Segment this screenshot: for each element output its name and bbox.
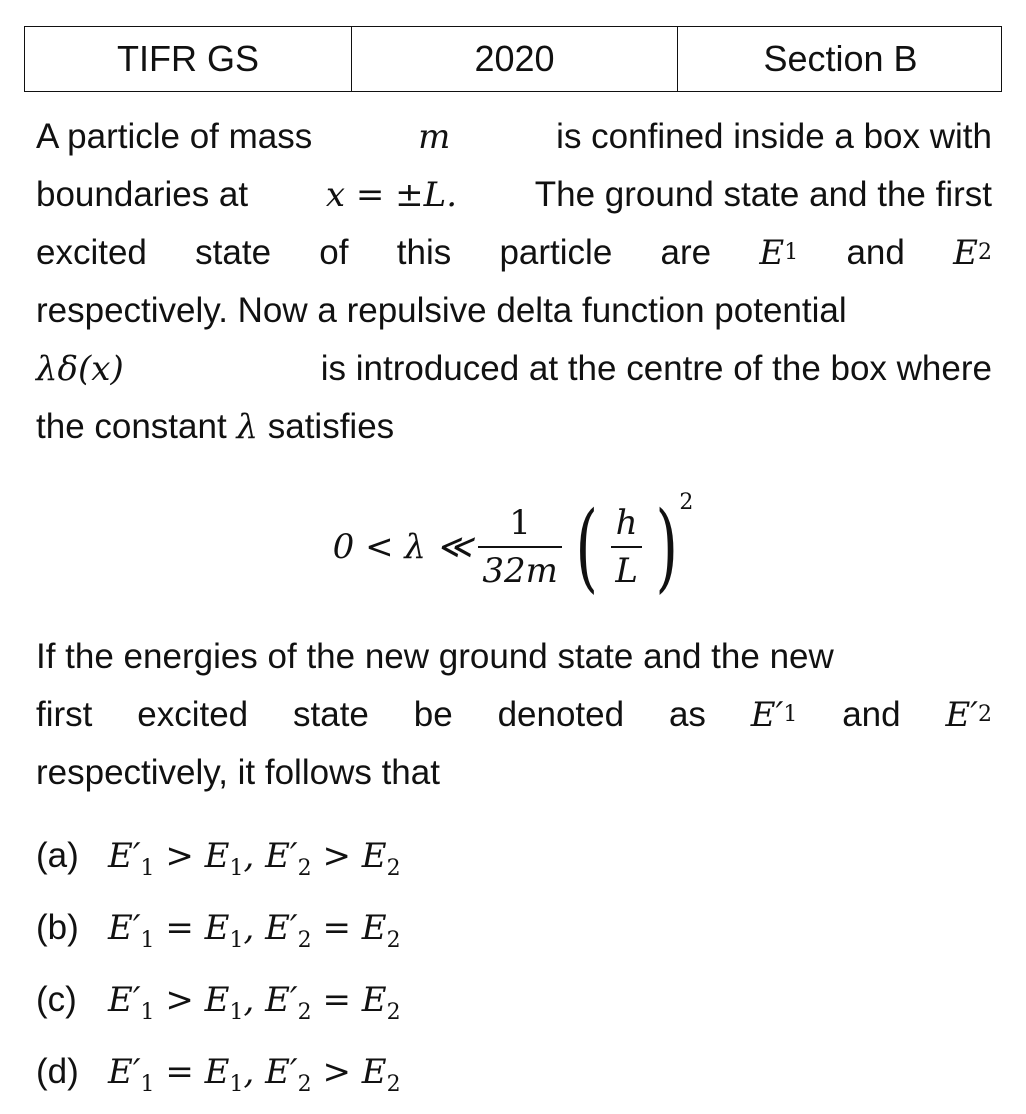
q-l3-w2: state	[195, 233, 272, 272]
option-d[interactable]	[36, 1036, 992, 1108]
q-l1-text: A particle of mass	[36, 117, 313, 156]
question-line-5	[36, 340, 992, 398]
q-energy-e2: E 2	[953, 233, 992, 273]
q-l2-tail: The ground state and the first	[534, 175, 992, 214]
question-text-2	[36, 628, 992, 802]
q-boundary-math: x = ±L.	[325, 175, 458, 215]
q-l1-tail: is confined inside a box with	[556, 117, 992, 156]
option-a[interactable]	[36, 820, 992, 892]
option-label: (d)	[36, 1052, 79, 1091]
option-expression: $E'_1 > E_1$, $E'_2 = E_2$	[108, 980, 401, 1025]
answer-options	[36, 820, 992, 1108]
q2-l1-text: If the energies of the new ground state and the new	[36, 637, 834, 676]
exam-year: 2020	[351, 27, 677, 91]
q2-energy-e1-prime: E′ 1	[750, 695, 798, 735]
question-line-1	[36, 108, 992, 166]
inner-denominator: L	[615, 551, 638, 591]
q-l3-w1: excited	[36, 233, 147, 272]
question-line-6	[36, 398, 992, 456]
option-label: (a)	[36, 836, 79, 875]
q-delta-potential: λδ(x)	[36, 349, 124, 389]
equation-lhs: 0 < λ ≪	[332, 527, 473, 567]
option-c[interactable]	[36, 964, 992, 1036]
q-l3-and: and	[846, 233, 905, 272]
option-b[interactable]	[36, 892, 992, 964]
right-paren: )	[655, 491, 678, 603]
q-l3-w5: particle	[499, 233, 613, 272]
q2-l2-w3: state	[293, 695, 369, 734]
condition-equation	[0, 472, 1026, 622]
question-line-4	[36, 282, 992, 340]
q-l5-tail: is introduced at the centre of the box where	[320, 349, 992, 388]
header-table	[24, 26, 1002, 92]
equation-exponent: 2	[679, 490, 694, 515]
question-line-3	[36, 224, 992, 282]
q-l3-w4: this	[396, 233, 452, 272]
option-expression: $E'_1 = E_1$, $E'_2 > E_2$	[108, 1052, 401, 1097]
q-l6-text: the constant	[36, 407, 227, 446]
q-l3-w3: of	[319, 233, 349, 272]
inner-numerator: h	[615, 503, 638, 543]
left-paren: (	[575, 491, 598, 603]
option-label: (c)	[36, 980, 77, 1019]
q2-l2-w5: denoted	[497, 695, 625, 734]
q-l2-text: boundaries at	[36, 175, 249, 214]
q-l6-tail: satisfies	[267, 407, 395, 446]
q2-l3-text: respectively, it follows that	[36, 753, 440, 792]
option-label: (b)	[36, 908, 79, 947]
q-mass-symbol: m	[418, 117, 451, 157]
question2-line-2	[36, 686, 992, 744]
option-expression: $E'_1 = E_1$, $E'_2 = E_2$	[108, 908, 401, 953]
q-l4-text: respectively. Now a repulsive delta function potential	[36, 291, 847, 330]
option-expression: $E'_1 > E_1$, $E'_2 > E_2$	[108, 836, 401, 881]
equation-numerator: 1	[509, 503, 531, 543]
q2-l2-and: and	[842, 695, 901, 734]
exam-section: Section B	[677, 27, 1003, 91]
q-lambda-symbol: λ	[236, 407, 258, 447]
question-line-2	[36, 166, 992, 224]
equation-denominator: 32m	[482, 551, 558, 591]
q2-l2-w1: first	[36, 695, 93, 734]
question2-line-1	[36, 628, 992, 686]
q-l3-w6: are	[660, 233, 712, 272]
question-text	[36, 108, 992, 456]
q-energy-e1: E 1	[759, 233, 799, 273]
question2-line-3	[36, 744, 992, 802]
q2-l2-w2: excited	[137, 695, 249, 734]
q2-l2-w6: as	[668, 695, 706, 734]
inner-fraction	[611, 500, 642, 594]
equation-fraction	[478, 500, 562, 594]
exam-name: TIFR GS	[117, 38, 259, 79]
q2-energy-e2-prime: E′ 2	[945, 695, 992, 735]
q2-l2-w4: be	[413, 695, 453, 734]
